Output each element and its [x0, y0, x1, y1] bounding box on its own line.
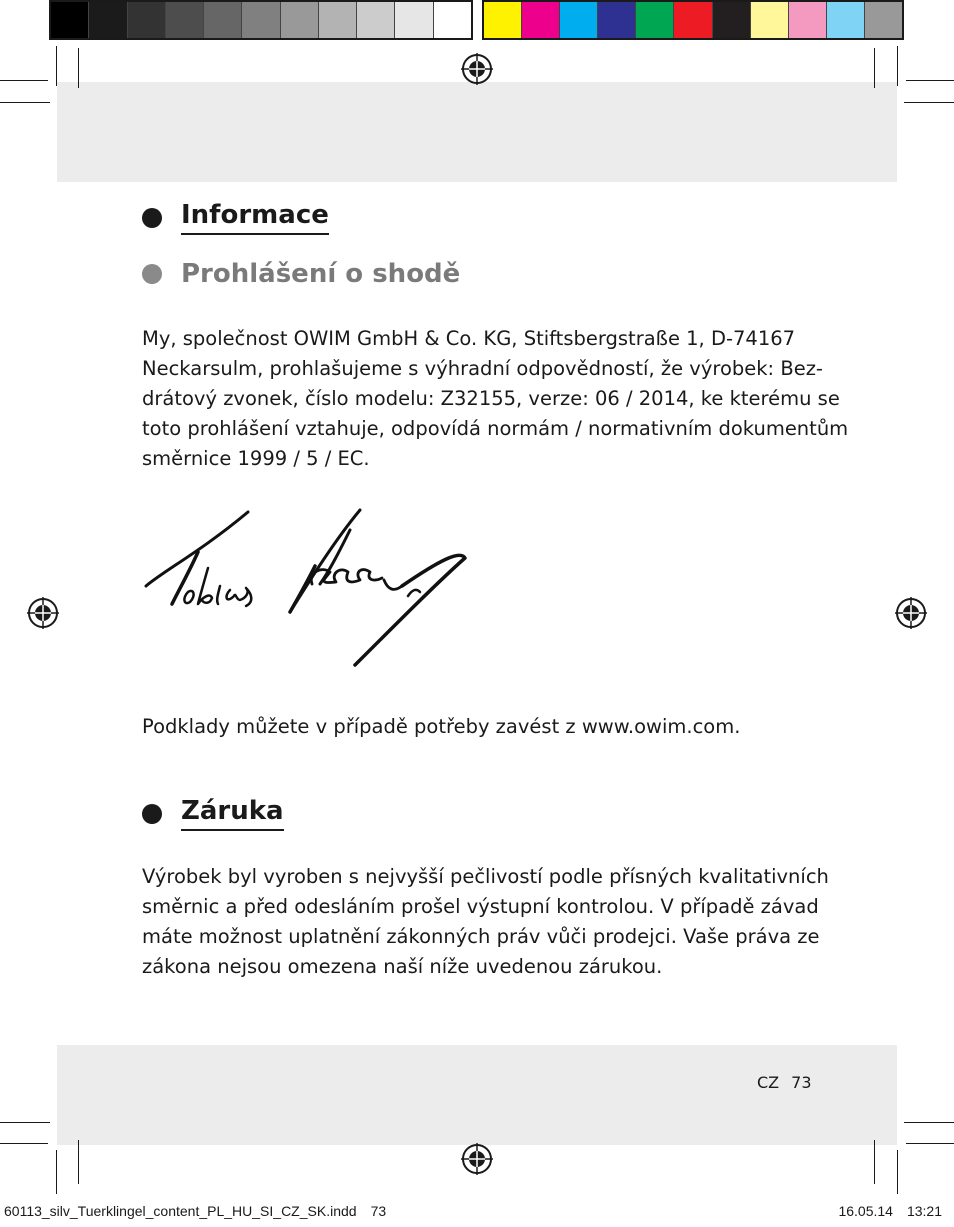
warranty-paragraph: [142, 862, 829, 982]
process-color-bar: [482, 0, 904, 40]
declaration-line: My, společnost OWIM GmbH & Co. KG, Stiftsbergstraße 1, D-74167: [142, 327, 796, 350]
heading-informace: [142, 200, 329, 235]
warranty-line: směrnic a před odesláním prošel výstupní kontrolou. V případě závad: [142, 895, 819, 918]
declaration-line: drátový zvonek, číslo modelu: Z32155, verze: 06 / 2014, ke kterému se: [142, 387, 840, 410]
crop-mark: [874, 1140, 875, 1184]
color-swatch: [128, 2, 166, 38]
color-swatch: [636, 2, 674, 38]
slug-filename: 60113_silv_Tuerklingel_content_PL_HU_SI_CZ_SK.indd: [4, 1203, 357, 1219]
color-swatch: [204, 2, 242, 38]
registration-mark-icon: [895, 597, 927, 629]
declaration-line: Neckarsulm, prohlašujeme s výhradní odpovědností, že výrobek: Bez-: [142, 357, 823, 380]
crop-mark: [897, 46, 898, 86]
color-swatch: [357, 2, 395, 38]
color-swatch: [281, 2, 319, 38]
documents-paragraph: [142, 712, 822, 742]
color-swatch: [751, 2, 789, 38]
footer-band: [57, 1045, 897, 1145]
crop-mark: [0, 80, 48, 81]
header-band: [57, 82, 897, 182]
registration-mark-icon: [461, 53, 493, 85]
registration-mark-icon: [27, 597, 59, 629]
color-swatch: [827, 2, 865, 38]
declaration-paragraph: [142, 324, 849, 474]
color-swatch: [395, 2, 433, 38]
bullet-icon: [142, 804, 162, 824]
warranty-line: Výrobek byl vyroben s nejvyšší pečlivostí podle přísných kvalitativních: [142, 865, 829, 888]
declaration-line: toto prohlášení vztahuje, odpovídá normám / normativním dokumentům: [142, 417, 849, 440]
color-swatch: [242, 2, 280, 38]
color-swatch: [434, 2, 471, 38]
crop-mark: [56, 46, 57, 86]
color-swatch: [598, 2, 636, 38]
heading-prohlaseni: [142, 259, 460, 289]
heading-zaruka: [142, 796, 284, 831]
page-number-value: 73: [791, 1073, 812, 1092]
color-swatch: [484, 2, 522, 38]
grayscale-color-bar: [49, 0, 473, 40]
crop-mark: [904, 102, 954, 103]
color-swatch: [522, 2, 560, 38]
signature-icon: [140, 500, 480, 675]
color-swatch: [319, 2, 357, 38]
crop-mark: [906, 80, 954, 81]
crop-mark: [904, 1122, 954, 1123]
slug-date: 16.05.14: [838, 1203, 893, 1219]
registration-mark-icon: [461, 1143, 493, 1175]
color-swatch: [51, 2, 89, 38]
slug-date-info: [838, 1203, 942, 1219]
crop-mark: [906, 1143, 954, 1144]
color-swatch: [865, 2, 902, 38]
color-swatch: [713, 2, 751, 38]
crop-mark: [78, 1140, 79, 1184]
crop-mark: [0, 1143, 48, 1144]
crop-mark: [897, 1150, 898, 1194]
color-swatch: [560, 2, 598, 38]
slug-file-info: [4, 1203, 386, 1219]
heading-prohlaseni-text: Prohlášení o shodě: [181, 259, 461, 289]
page-language: CZ: [757, 1073, 780, 1092]
warranty-line: máte možnost uplatnění zákonných práv vůči prodejci. Vaše práva ze: [142, 925, 820, 948]
heading-zaruka-text: Záruka: [181, 796, 284, 831]
slug-page: 73: [370, 1203, 387, 1219]
crop-mark: [874, 48, 875, 88]
page-number: [757, 1073, 812, 1092]
color-swatch: [89, 2, 127, 38]
declaration-line: směrnice 1999 / 5 / EC.: [142, 447, 370, 470]
warranty-line: zákona nejsou omezena naší níže uvedenou zárukou.: [142, 955, 663, 978]
crop-mark: [0, 102, 50, 103]
documents-text: Podklady můžete v případě potřeby zavést z www.owim.com.: [142, 715, 741, 738]
slug-time: 13:21: [906, 1203, 942, 1219]
color-swatch: [166, 2, 204, 38]
crop-mark: [0, 1122, 50, 1123]
crop-mark: [56, 1150, 57, 1194]
bullet-icon: [142, 264, 162, 284]
color-swatch: [789, 2, 827, 38]
color-swatch: [674, 2, 712, 38]
bullet-icon: [142, 208, 162, 228]
crop-mark: [78, 48, 79, 88]
heading-informace-text: Informace: [181, 200, 329, 235]
